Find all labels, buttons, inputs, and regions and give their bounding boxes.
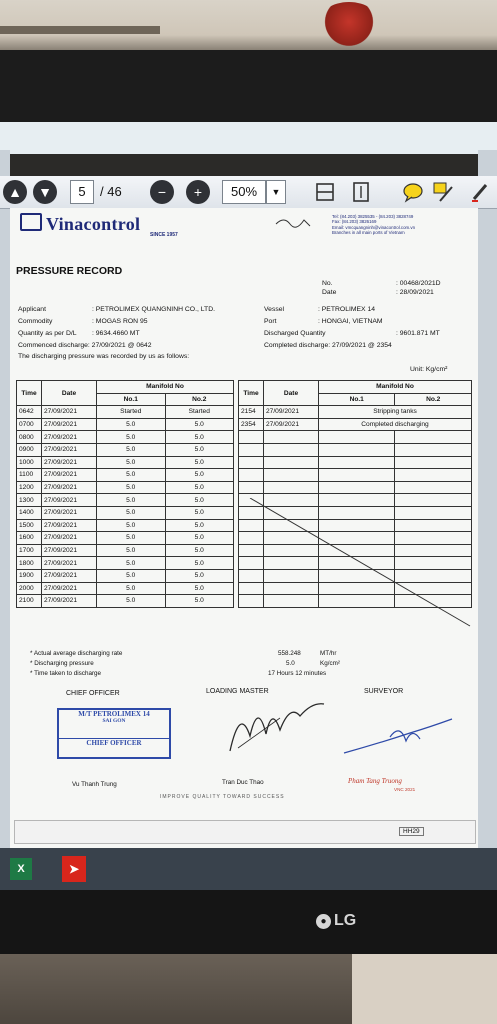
cell-empty xyxy=(264,456,319,469)
cell-manifold-no2: 5.0 xyxy=(165,544,234,557)
cell-time: 1100 xyxy=(17,469,42,482)
cell-date: 27/09/2021 xyxy=(264,418,319,431)
completed-discharge: Completed discharge: 27/09/2021 @ 2354 xyxy=(264,342,392,349)
col-header-date: Date xyxy=(42,381,97,406)
cell-date: 27/09/2021 xyxy=(42,582,97,595)
port-label: Port xyxy=(264,318,277,325)
cell-time: 1000 xyxy=(17,456,42,469)
arrow-down-icon[interactable]: ▼ xyxy=(33,180,57,204)
monitor-bezel-top xyxy=(0,50,497,122)
cell-manifold-no2: 5.0 xyxy=(165,569,234,582)
applicant-value: : PETROLIMEX QUANGNINH CO., LTD. xyxy=(92,306,215,313)
cell-manifold-no1: 5.0 xyxy=(97,443,166,456)
cell-empty xyxy=(239,443,264,456)
table-row xyxy=(17,569,234,582)
cell-manifold-no1: 5.0 xyxy=(97,418,166,431)
cell-time: 2154 xyxy=(239,406,264,419)
wall-ornament xyxy=(318,2,380,46)
monitor-bezel-bottom xyxy=(0,890,497,954)
cell-time: 2100 xyxy=(17,595,42,608)
avg-rate-unit: MT/hr xyxy=(320,650,337,657)
cell-manifold-no1: Started xyxy=(97,406,166,419)
cell-empty xyxy=(395,431,472,444)
cell-empty xyxy=(319,456,395,469)
vessel-label: Vessel xyxy=(264,306,285,313)
table-row xyxy=(17,469,234,482)
table-row xyxy=(17,595,234,608)
pdf-icon[interactable]: ➤ xyxy=(62,856,86,882)
cell-remark: Stripping tanks xyxy=(319,406,472,419)
time-taken-value: 17 Hours 12 minutes xyxy=(268,670,327,677)
table-row xyxy=(17,519,234,532)
page-total: / 46 xyxy=(100,184,122,199)
table-row xyxy=(239,418,472,431)
cell-manifold-no1: 5.0 xyxy=(97,494,166,507)
zoom-in-icon[interactable]: + xyxy=(186,180,210,204)
cell-date: 27/09/2021 xyxy=(264,406,319,419)
cell-manifold-no2: 5.0 xyxy=(165,494,234,507)
cell-date: 27/09/2021 xyxy=(42,519,97,532)
table-row-empty xyxy=(239,431,472,444)
ship-stamp: M/T PETROLIMEX 14 SAI GON CHIEF OFFICER xyxy=(57,708,171,759)
table-row xyxy=(17,506,234,519)
table-row-empty xyxy=(239,456,472,469)
commenced-discharge: Commenced discharge: 27/09/2021 @ 0642 xyxy=(18,342,152,349)
cell-manifold-no2: Started xyxy=(165,406,234,419)
pressure-unit: Kg/cm² xyxy=(320,660,340,667)
cell-empty xyxy=(319,431,395,444)
cell-date: 27/09/2021 xyxy=(42,443,97,456)
cell-manifold-no2: 5.0 xyxy=(165,443,234,456)
loading-master-name: Tran Duc Thao xyxy=(222,779,264,786)
cell-date: 27/09/2021 xyxy=(42,595,97,608)
col-header-manifold: Manifold No xyxy=(319,381,472,394)
cell-manifold-no2: 5.0 xyxy=(165,519,234,532)
sign-icon[interactable] xyxy=(432,181,454,203)
footer-strip xyxy=(14,820,476,844)
cell-manifold-no2: 5.0 xyxy=(165,506,234,519)
cell-date: 27/09/2021 xyxy=(42,418,97,431)
cell-manifold-no2: 5.0 xyxy=(165,431,234,444)
cell-date: 27/09/2021 xyxy=(42,544,97,557)
cell-manifold-no1: 5.0 xyxy=(97,557,166,570)
table-row xyxy=(17,418,234,431)
pdf-viewer-toolbar xyxy=(0,176,497,209)
cell-empty xyxy=(395,456,472,469)
cell-empty xyxy=(319,481,395,494)
cell-time: 0900 xyxy=(17,443,42,456)
cell-manifold-no1: 5.0 xyxy=(97,431,166,444)
page-title: PRESSURE RECORD xyxy=(16,265,123,277)
footer-code: HH29 xyxy=(399,827,424,836)
cell-manifold-no2: 5.0 xyxy=(165,418,234,431)
quantity-value: : 9634.4660 MT xyxy=(92,330,140,337)
table-row xyxy=(17,532,234,545)
cell-empty xyxy=(395,443,472,456)
cell-time: 0800 xyxy=(17,431,42,444)
cell-empty xyxy=(264,431,319,444)
wall-shelf xyxy=(0,26,160,34)
col-header-no1: No.1 xyxy=(319,393,395,406)
cell-remark: Completed discharging xyxy=(319,418,472,431)
cell-time: 0700 xyxy=(17,418,42,431)
chief-officer-name: Vu Thanh Trung xyxy=(72,781,117,788)
col-header-no1: No.1 xyxy=(97,393,166,406)
table-row-empty xyxy=(239,443,472,456)
cell-date: 27/09/2021 xyxy=(42,481,97,494)
screen-margin-left xyxy=(0,150,10,850)
cell-time: 1500 xyxy=(17,519,42,532)
cell-date: 27/09/2021 xyxy=(42,506,97,519)
monitor-logo: ● LG xyxy=(316,912,356,930)
cell-manifold-no1: 5.0 xyxy=(97,532,166,545)
cell-date: 27/09/2021 xyxy=(42,557,97,570)
col-header-manifold: Manifold No xyxy=(97,381,234,394)
chevron-down-icon[interactable]: ▼ xyxy=(266,180,286,204)
screen-glare xyxy=(0,122,497,154)
commodity-label: Commodity xyxy=(18,318,53,325)
cell-date: 27/09/2021 xyxy=(42,569,97,582)
arrow-up-icon[interactable]: ▲ xyxy=(3,180,27,204)
cell-empty xyxy=(395,469,472,482)
cell-empty xyxy=(264,481,319,494)
discharged-value: : 9601.871 MT xyxy=(396,330,440,337)
col-header-no2: No.2 xyxy=(395,393,472,406)
port-value: : HONGAI, VIETNAM xyxy=(318,318,383,325)
cell-time: 1400 xyxy=(17,506,42,519)
cell-empty xyxy=(239,481,264,494)
table-row xyxy=(17,443,234,456)
table-row xyxy=(17,494,234,507)
cell-manifold-no2: 5.0 xyxy=(165,481,234,494)
cell-time: 0642 xyxy=(17,406,42,419)
excel-icon[interactable]: X xyxy=(10,858,32,880)
cell-manifold-no2: 5.0 xyxy=(165,456,234,469)
cell-empty xyxy=(239,469,264,482)
cell-time: 1600 xyxy=(17,532,42,545)
header-signature xyxy=(274,212,314,230)
cell-manifold-no2: 5.0 xyxy=(165,557,234,570)
avg-rate-value: 558.248 xyxy=(278,650,301,657)
cell-date: 27/09/2021 xyxy=(42,431,97,444)
cell-manifold-no1: 5.0 xyxy=(97,469,166,482)
discharged-label: Discharged Quantity xyxy=(264,330,326,337)
cell-empty xyxy=(319,443,395,456)
loading-master-label: LOADING MASTER xyxy=(206,688,269,695)
zoom-level-select[interactable]: 50% xyxy=(222,180,266,204)
cell-manifold-no2: 5.0 xyxy=(165,595,234,608)
recorded-note: The discharging pressure was recorded by us as follows: xyxy=(18,353,190,360)
table-row xyxy=(17,456,234,469)
pressure-label: * Discharging pressure xyxy=(30,660,94,667)
col-header-time: Time xyxy=(17,381,42,406)
cell-time: 1800 xyxy=(17,557,42,570)
highlight-icon[interactable] xyxy=(470,181,492,203)
cell-manifold-no1: 5.0 xyxy=(97,595,166,608)
no-label: No. xyxy=(322,280,333,287)
table-row xyxy=(17,544,234,557)
wall-background xyxy=(0,0,497,50)
surveyor-name: Pham Tang Truong xyxy=(348,777,402,785)
date-label: Date xyxy=(322,289,337,296)
comment-icon[interactable] xyxy=(402,181,424,203)
pressure-table-left xyxy=(16,380,234,608)
fit-width-icon[interactable] xyxy=(314,181,336,203)
company-since: SINCE 1957 xyxy=(150,232,178,238)
cell-date: 27/09/2021 xyxy=(42,469,97,482)
applicant-label: Applicant xyxy=(18,306,46,313)
loading-master-signature xyxy=(220,696,330,756)
unit-label: Unit: Kg/cm² xyxy=(410,366,448,373)
cell-time: 1900 xyxy=(17,569,42,582)
table-row xyxy=(17,481,234,494)
col-header-time: Time xyxy=(239,381,264,406)
cell-time: 2354 xyxy=(239,418,264,431)
cell-date: 27/09/2021 xyxy=(42,494,97,507)
col-header-date: Date xyxy=(264,381,319,406)
cell-time: 1700 xyxy=(17,544,42,557)
cell-empty xyxy=(239,456,264,469)
cell-manifold-no1: 5.0 xyxy=(97,481,166,494)
table-row-empty xyxy=(239,469,472,482)
company-contact: Tel: (84.203) 3825535 - (84.203) 3828749 Fax: (84.203) 3826169 Email: vmcquangninh@vinacontrol.com.vn Branches in all main ports of Vietnam xyxy=(332,214,416,236)
cell-manifold-no1: 5.0 xyxy=(97,519,166,532)
cell-time: 1200 xyxy=(17,481,42,494)
cell-manifold-no1: 5.0 xyxy=(97,569,166,582)
table-row xyxy=(239,406,472,419)
cell-empty xyxy=(264,469,319,482)
cell-empty xyxy=(319,469,395,482)
surveyor-label: SURVEYOR xyxy=(364,688,404,695)
cell-empty xyxy=(239,431,264,444)
cancel-diagonal-line xyxy=(240,498,480,628)
company-logo: Vinacontrol xyxy=(20,213,140,235)
surveyor-stamp-sub: VNC 2021 xyxy=(394,787,416,792)
table-row xyxy=(17,557,234,570)
fit-page-icon[interactable] xyxy=(350,181,372,203)
cell-manifold-no1: 5.0 xyxy=(97,506,166,519)
page-number-input[interactable]: 5 xyxy=(70,180,94,204)
zoom-out-icon[interactable]: − xyxy=(150,180,174,204)
cell-manifold-no2: 5.0 xyxy=(165,582,234,595)
cell-date: 27/09/2021 xyxy=(42,456,97,469)
cell-manifold-no2: 5.0 xyxy=(165,532,234,545)
cell-manifold-no2: 5.0 xyxy=(165,469,234,482)
cell-empty xyxy=(395,481,472,494)
time-taken-label: * Time taken to discharge xyxy=(30,670,102,677)
company-motto: IMPROVE QUALITY TOWARD SUCCESS xyxy=(160,794,285,800)
cell-date: 27/09/2021 xyxy=(42,406,97,419)
cell-manifold-no1: 5.0 xyxy=(97,456,166,469)
chief-officer-label: CHIEF OFFICER xyxy=(66,690,120,697)
table-row xyxy=(17,406,234,419)
commodity-value: : MOGAS RON 95 xyxy=(92,318,148,325)
avg-rate-label: * Actual average discharging rate xyxy=(30,650,123,657)
vessel-value: : PETROLIMEX 14 xyxy=(318,306,376,313)
cell-date: 27/09/2021 xyxy=(42,532,97,545)
cell-manifold-no1: 5.0 xyxy=(97,582,166,595)
document-page xyxy=(10,208,478,848)
table-row-empty xyxy=(239,481,472,494)
screen-margin-right xyxy=(478,150,497,850)
col-header-no2: No.2 xyxy=(165,393,234,406)
cell-time: 1300 xyxy=(17,494,42,507)
pressure-value: 5.0 xyxy=(286,660,295,667)
table-row xyxy=(17,582,234,595)
table-row xyxy=(17,431,234,444)
surveyor-signature xyxy=(340,713,460,758)
quantity-label: Quantity as per D/L xyxy=(18,330,77,337)
date-value: : 28/09/2021 xyxy=(396,289,434,296)
no-value: : 00468/2021D xyxy=(396,280,441,287)
cell-manifold-no1: 5.0 xyxy=(97,544,166,557)
cell-time: 2000 xyxy=(17,582,42,595)
cell-empty xyxy=(264,443,319,456)
desk-paper xyxy=(352,954,497,1024)
